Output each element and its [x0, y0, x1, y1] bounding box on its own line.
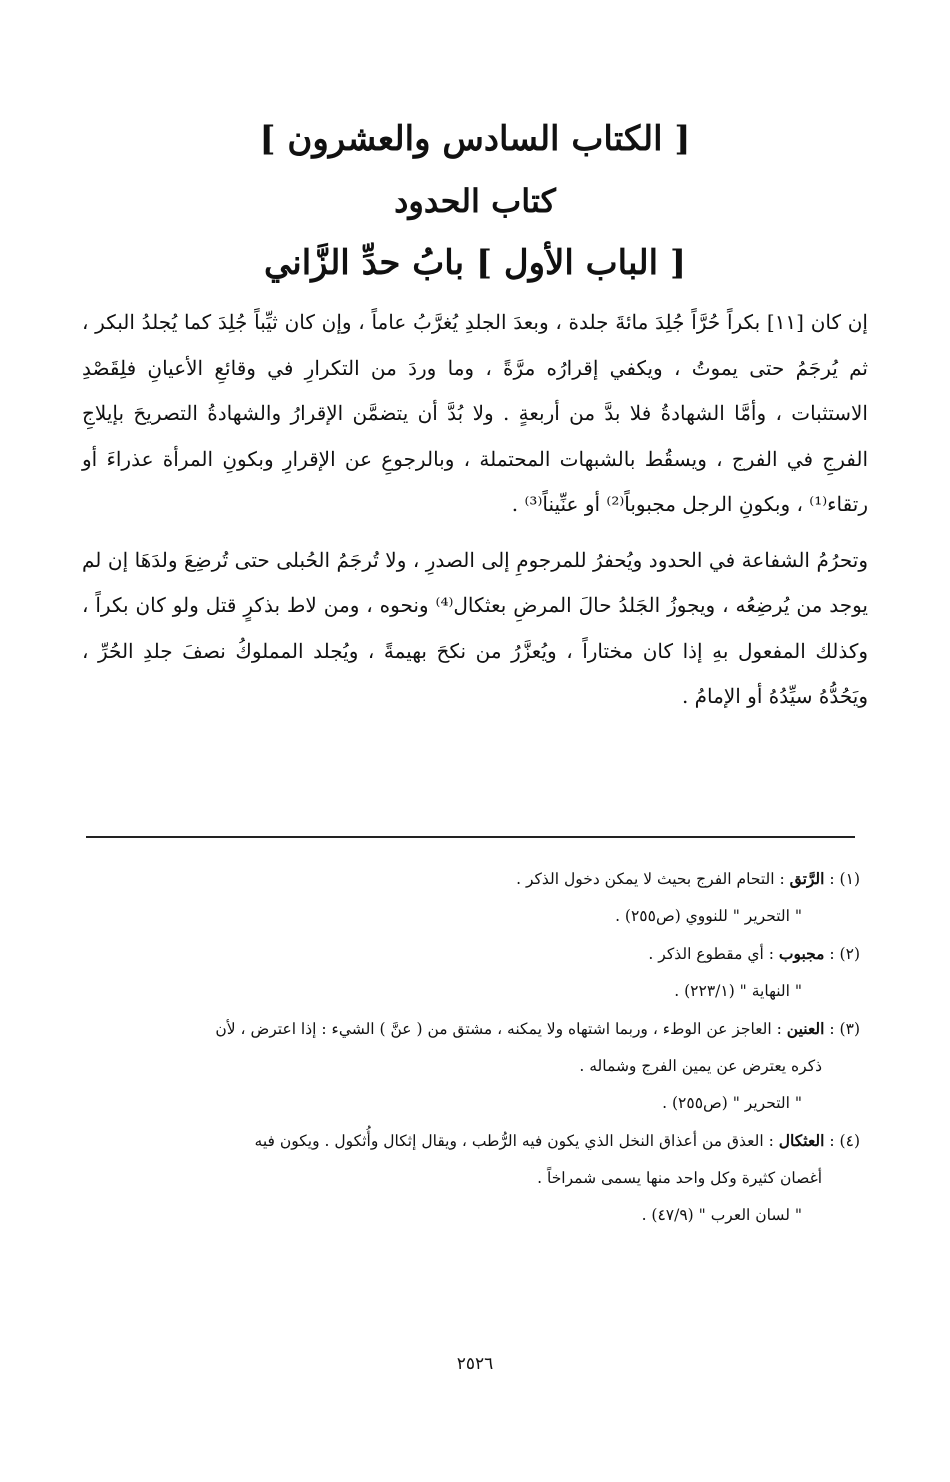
chapter-heading: [ الباب الأول ] بابُ حدِّ الزَّاني [263, 243, 687, 283]
footnote-term: الرَّتق [789, 869, 825, 888]
footnote-1 [82, 860, 860, 935]
footnote-continuation: ذكره يعترض عن يمين الفرج وشماله . [579, 1057, 822, 1075]
paragraph-1: إن كان [١١] بكراً حُرَّاً جُلِدَ مائةَ جلدة ، وبعدَ الجلدِ يُغرَّبُ عاماً ، وإن كان ثيِّباً جُلِدَ كما يُجلدُ البكر ، ثم يُرجَمُ حتى يموتُ ، ويكفي إقرارُه مرَّةً ، وما وردَ من التكرارِ في وقائعِ الأعيانِ فلِقَصْدِ الاستثبات ، وأمَّا الشهادةُ فلا بدَّ من أربعةٍ . ولا بُدَّ أن يتضمَّن الإقرارُ والشهادةُ التصريحَ بإيلاجِ الفرجِ في الفرج ، ويسقُط بالشبهات المحتملة ، وبالرجوعِ عن الإقرارِ وبكونِ المرأة عذراءَ أو رتقاء⁽¹⁾ ، وبكونِ الرجل مجبوباً⁽²⁾ أو عنِّيناً⁽³⁾ . [82, 310, 868, 516]
footnote-4 [82, 1122, 860, 1234]
footnote-2 [82, 935, 860, 1010]
footnote-text: : العاجز عن الوطء ، وربما اشتهاه ولا يمكنه ، مشتق من ( عنَّ ) الشيء : إذا اعترض ، لأن [215, 1020, 782, 1038]
footnotes [82, 860, 860, 1234]
footnote-number: (٣) : [829, 1020, 860, 1038]
paragraph-2: وتحرُمُ الشفاعة في الحدود ويُحفرُ للمرجومِ إلى الصدرِ ، ولا تُرجَمُ الحُبلى حتى تُرضِعَ ولدَهَا إن لم يوجد من يُرضِعُه ، ويجوزُ الجَلدُ حالَ المرضِ بعثكال⁽⁴⁾ ونحوه ، ومن لاط بذكرٍ قتل ولو كان بكراً ، وكذلك المفعول بهِ إذا كان مختاراً ، ويُعزَّرُ من نكحَ بهيمةً ، ويُجلد المملوكُ نصفَ جلدِ الحُرِّ ، ويَحُدُّهُ سيِّدُهُ أو الإمامُ . [82, 547, 868, 708]
footnote-term: مجبوب [778, 944, 825, 963]
footnote-number: (١) : [829, 870, 860, 888]
footnote-number: (٤) : [829, 1132, 860, 1150]
book-heading: [ الكتاب السادس والعشرون ] [259, 119, 691, 159]
footnote-number: (٢) : [829, 945, 860, 963]
headings-block [80, 108, 870, 294]
footnote-source: " التحرير " للنووي (ص٢٥٥) . [615, 907, 802, 925]
footnote-text: : التحام الفرج بحيث لا يمكن دخول الذكر . [516, 870, 785, 888]
footnote-term: العنين [786, 1019, 825, 1038]
footnote-continuation: أغصان كثيرة وكل واحد منها يسمى شمراخاً . [537, 1169, 822, 1187]
page-number: ٢٥٢٦ [456, 1354, 494, 1374]
footnote-text: : العذق من أعذاق النخل الذي يكون فيه الرُّطب ، ويقال إثكال وأُثكول . ويكون فيه [254, 1132, 774, 1150]
footnote-text: : أي مقطوع الذكر . [648, 945, 774, 963]
footnote-separator [86, 836, 855, 838]
main-text [82, 300, 868, 720]
footnote-term: العثكال [778, 1131, 825, 1150]
footnote-source: " التحرير " (ص٢٥٥) . [662, 1094, 802, 1112]
book-title: كتاب الحدود [394, 182, 556, 220]
footnote-source: " لسان العرب " (٤٧/٩) . [641, 1206, 802, 1224]
footnote-source: " النهاية " (٢٢٣/١) . [674, 982, 802, 1000]
footnote-3 [82, 1010, 860, 1122]
